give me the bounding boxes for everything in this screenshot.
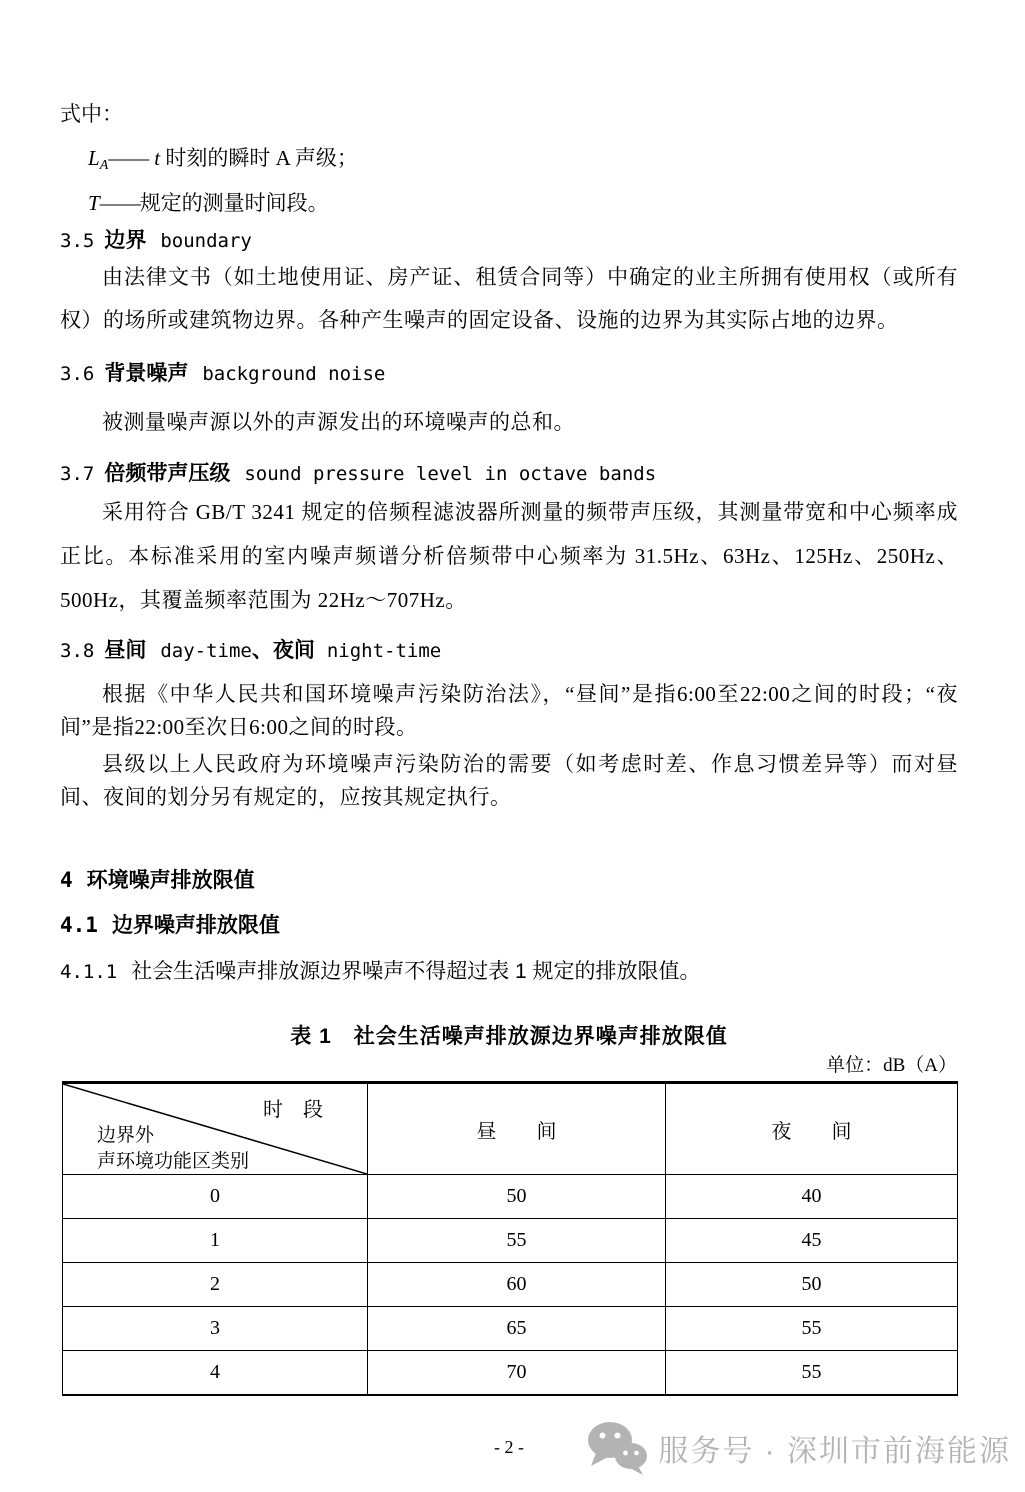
term-dash: —— [99, 191, 140, 215]
watermark [586, 1420, 1011, 1476]
day-limit-cell: 65 [368, 1307, 666, 1351]
table-row [63, 1263, 958, 1307]
section-heading-3-7 [60, 457, 656, 487]
symbol-t: T [88, 191, 100, 215]
category-cell: 3 [63, 1307, 368, 1351]
header-day-column: 昼 间 [368, 1083, 666, 1175]
paragraph-octave-band-definition: 采用符合 GB/T 3241 规定的倍频程滤波器所测量的频带声压级，其测量带宽和中心频率成正比。本标准采用的室内噪声频谱分析倍频带中心频率为 31.5Hz、63Hz、125Hz、250Hz、500Hz，其覆盖频率范围为 22Hz～707Hz。 [60, 500, 958, 612]
heading-separator: 、 [251, 639, 273, 662]
chapter-heading-4 [60, 864, 255, 894]
section-heading-3-6 [60, 357, 385, 387]
header-night-column: 夜 间 [666, 1083, 958, 1175]
formula-where-label [60, 98, 123, 128]
formula-where-text: 式中： [60, 102, 123, 126]
night-limit-cell: 55 [666, 1307, 958, 1351]
section-number: 3.8 [60, 640, 95, 662]
day-limit-cell: 60 [368, 1263, 666, 1307]
chapter-number: 4 [60, 868, 73, 892]
table-header-row [63, 1083, 958, 1175]
section-title-zh: 倍频带声压级 [104, 462, 231, 485]
header-category-label-line2: 声环境功能区类别 [97, 1151, 250, 1172]
wechat-icon [586, 1420, 648, 1476]
paragraph-daytime-nighttime-definition: 根据《中华人民共和国环境噪声污染防治法》，“昼间”是指6:00至22:00之间的时段；“夜间”是指22:00至次日6:00之间的时段。 [60, 682, 958, 739]
section-title-zh: 边界 [104, 229, 147, 252]
paragraph-local-government-provision: 县级以上人民政府为环境噪声污染防治的需要（如考虑时差、作息习惯差异等）而对昼间、夜间的划分另有规定的，应按其规定执行。 [60, 752, 958, 809]
night-limit-cell: 45 [666, 1219, 958, 1263]
section-title: 边界噪声排放限值 [111, 914, 280, 937]
table-row [63, 1219, 958, 1263]
symbol-t-variable: t [154, 146, 161, 170]
formula-term-t [88, 187, 329, 217]
section-title-zh: 背景噪声 [104, 362, 189, 385]
term-dash: —— [108, 146, 149, 170]
clause-text: 社会生活噪声排放源边界噪声不得超过表 1 规定的排放限值。 [131, 960, 701, 983]
night-limit-cell: 55 [666, 1351, 958, 1396]
section-title-en-nighttime: night-time [326, 640, 442, 662]
category-cell: 2 [63, 1263, 368, 1307]
section-title-en-daytime: day-time [160, 640, 252, 662]
formula-term-la [88, 142, 358, 174]
paragraph-boundary-definition: 由法律文书（如土地使用证、房产证、租赁合同等）中确定的业主所拥有使用权（或所有权）的场所或建筑物边界。各种产生噪声的固定设备、设施的边界为其实际占地的边界。 [60, 265, 958, 332]
clause-4-1-1 [60, 955, 701, 985]
night-limit-cell: 40 [666, 1175, 958, 1219]
table-row [63, 1351, 958, 1396]
section-number: 4.1 [60, 913, 98, 937]
chapter-title: 环境噪声排放限值 [86, 869, 255, 892]
section-title-zh-nighttime: 夜间 [272, 639, 315, 662]
table-row [63, 1175, 958, 1219]
diagonal-header-cell [63, 1083, 368, 1175]
section-heading-3-8 [60, 634, 441, 664]
table-row [63, 1307, 958, 1351]
day-limit-cell: 50 [368, 1175, 666, 1219]
section-number: 3.5 [60, 230, 95, 252]
night-limit-cell: 50 [666, 1263, 958, 1307]
section-heading-4-1 [60, 909, 280, 939]
section-title-zh-daytime: 昼间 [104, 639, 147, 662]
term-la-description: 时刻的瞬时 A 声级； [160, 146, 358, 170]
watermark-text: 服务号 · 深圳市前海能源 [658, 1435, 1011, 1468]
header-category-label-line1: 边界外 [97, 1125, 155, 1146]
noise-limit-table [62, 1081, 958, 1396]
clause-number: 4.1.1 [60, 961, 118, 983]
page-number: - 2 - [494, 1437, 524, 1457]
symbol-la: L [88, 146, 100, 170]
day-limit-cell: 55 [368, 1219, 666, 1263]
category-cell: 0 [63, 1175, 368, 1219]
table-unit-label: 单位：dB（A） [826, 1055, 957, 1076]
category-cell: 1 [63, 1219, 368, 1263]
section-number: 3.7 [60, 463, 95, 485]
table-1-title: 表 1 社会生活噪声排放源边界噪声排放限值 [290, 1025, 728, 1048]
section-title-en: background noise [202, 363, 386, 385]
term-t-description: 规定的测量时间段。 [139, 191, 329, 215]
section-heading-3-5 [60, 224, 252, 254]
section-title-en: boundary [160, 230, 252, 252]
symbol-la-subscript: A [99, 158, 109, 173]
table-1 [62, 1081, 958, 1396]
section-title-en: sound pressure level in octave bands [244, 463, 657, 485]
header-period-label: 时 段 [263, 1099, 323, 1121]
paragraph-background-noise-definition: 被测量噪声源以外的声源发出的环境噪声的总和。 [102, 410, 575, 434]
day-limit-cell: 70 [368, 1351, 666, 1396]
section-number: 3.6 [60, 363, 95, 385]
category-cell: 4 [63, 1351, 368, 1396]
